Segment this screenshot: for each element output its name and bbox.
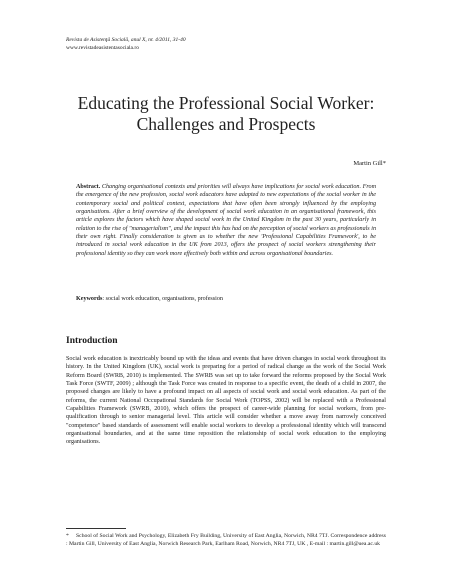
intro-paragraph: Social work education is inextricably bound up with the ideas and events that have driven changes in social work throughout its history. In the United Kingdom (UK), social work is preparing for a period of radical change as the work of the Social Work Reform Board (SWRB, 2010) is implemented. The SWRB was set up to take forward the reforms proposed by the Social Work Task Force (SWTF, 2009) ; although the Task Force was created in response to a specific event, the death of a child in 2007, the proposed changes are likely to have a profound impact on all aspects of social work and social work education. As part of the reforms, the current National Occupational Standards for Social Work (TOPSS, 2002) will be replaced with a Professional Capabilities Framework (SWRB, 2010), which offers the prospect of career-wide planning for social workers, from pre-qualification through to senior managerial level. This article will consider whether a move away from narrowly conceived "competence" based standards of assessment will enable social workers to develop a professional identity which will transcend organisational boundaries, and at the same time reposition the relationship of social work education to the employing organisations. xyxy=(66,356,386,446)
journal-citation: Revista de Asistenţă Socială, anul X, nr. 4/2011, 31-40 xyxy=(66,37,186,43)
footnote-rule xyxy=(66,528,126,529)
footnote-marker: * xyxy=(66,533,69,539)
abstract-label: Abstract. xyxy=(76,184,101,190)
footnote-text: School of Social Work and Psychology, Elizabeth Fry Building, University of East Anglia, Norwich, NR4 7TJ. Correspondence address : Martin Gill, University of East Anglia, Norwich Research Park, Earlham Road, Norwich, NR4 7TJ, UK , E-mail : martin.gill@uea.ac.uk xyxy=(66,533,386,547)
journal-url: www.revistadeasistentasociala.ro xyxy=(66,45,139,51)
section-heading: Introduction xyxy=(66,336,118,346)
footnote xyxy=(66,532,386,548)
journal-header xyxy=(66,36,186,52)
article-title xyxy=(40,93,412,135)
abstract xyxy=(76,183,376,258)
title-line-2: Challenges and Prospects xyxy=(136,114,316,134)
keywords-label: Keywords xyxy=(76,296,103,302)
abstract-text: Changing organisational contexts and priorities will always have implications for social work education. From the emergence of the new profession, social work educators have adapted to new expectations of the social worker in the contemporary social and political context, expectations that have often been strongly influenced by the employing organisations. After a brief overview of the development of social work education in an organisational framework, this article explores the factors which have shaped social work in the United Kingdom in the past 30 years, particularly in relation to the rise of "managerialism", and the impact this has had on the perception of social workers as professionals in their own right. Finally consideration is given as to whether the new 'Professional Capabilities Framework', to be introduced in social work education in the UK from 2013, offers the prospect of social workers strengthening their professional identity so they can work more effectively both within and across organisational boundaries. xyxy=(76,184,376,257)
keywords xyxy=(76,296,376,302)
keywords-text: : social work education, organisations, profession xyxy=(102,296,223,302)
title-line-1: Educating the Professional Social Worker: xyxy=(77,93,375,113)
author-name: Martin Gill* xyxy=(353,160,386,167)
